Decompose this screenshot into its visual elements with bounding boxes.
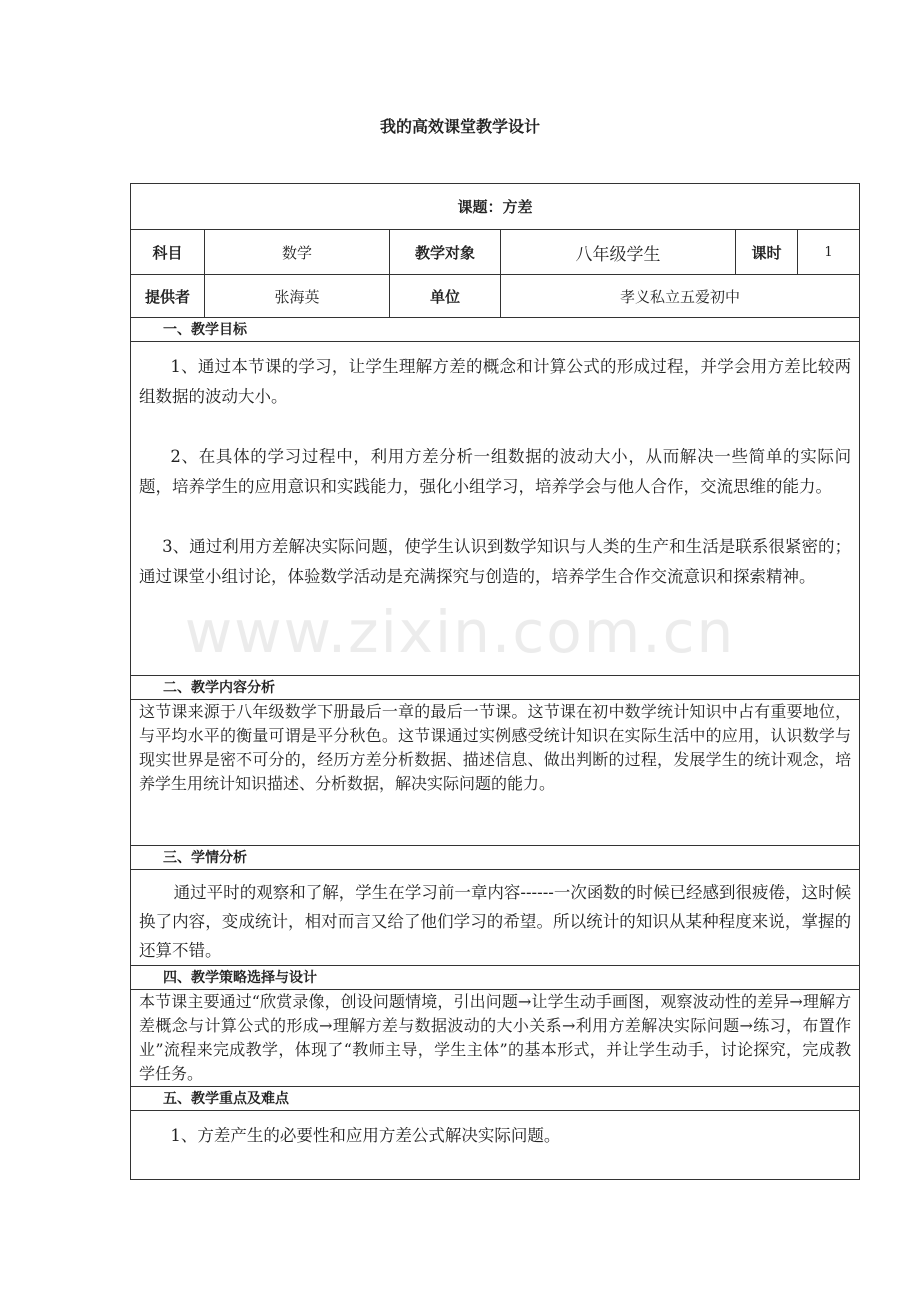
unit-value: 孝义私立五爱初中 xyxy=(501,275,860,318)
hours-value: 1 xyxy=(798,230,860,275)
page-title: 我的高效课堂教学设计 xyxy=(379,117,540,136)
objective-1: 1、通过本节课的学习，让学生理解方差的概念和计算公式的形成过程，并学会用方差比较两组数据的波动大小。 xyxy=(139,357,852,406)
provider-value: 张海英 xyxy=(205,275,390,318)
audience-label: 教学对象 xyxy=(390,230,501,275)
hours-label: 课时 xyxy=(736,230,798,275)
section-heading-learner-analysis: 三、学情分析 xyxy=(131,846,860,870)
subject-label: 科目 xyxy=(131,230,205,275)
section-heading-content-analysis: 二、教学内容分析 xyxy=(131,676,860,700)
audience-value: 八年级学生 xyxy=(501,230,736,275)
section-heading-objectives: 一、教学目标 xyxy=(131,318,860,342)
section-heading-strategy: 四、教学策略选择与设计 xyxy=(131,966,860,990)
subject-value: 数学 xyxy=(205,230,390,275)
section-heading-key-points: 五、教学重点及难点 xyxy=(131,1087,860,1111)
topic-cell: 课题：方差 xyxy=(131,184,860,230)
objective-2: 2、在具体的学习过程中，利用方差分析一组数据的波动大小，从而解决一些简单的实际问题，培养学生的应用意识和实践能力，强化小组学习，培养学会与他人合作，交流思维的能力。 xyxy=(139,447,852,496)
content-analysis-text: 这节课来源于八年级数学下册最后一章的最后一节课。这节课在初中数学统计知识中占有重要地位，与平均水平的衡量可谓是平分秋色。这节课通过实例感受统计知识在实际生活中的应用，认识数学与现实世界是密不可分的，经历方差分析数据、描述信息、做出判断的过程，发展学生的统计观念，培养学生用统计知识描述、分析数据，解决实际问题的能力。 xyxy=(139,702,852,793)
section-body-learner-analysis xyxy=(131,870,860,966)
section-body-content-analysis xyxy=(131,700,860,846)
key-point-1: 1、方差产生的必要性和应用方差公式解决实际问题。 xyxy=(170,1126,561,1145)
objective-3: 3、通过利用方差解决实际问题，使学生认识到数学知识与人类的生产和生活是联系很紧密的；通过课堂小组讨论，体验数学活动是充满探究与创造的，培养学生合作交流意识和探索精神。 xyxy=(139,537,852,586)
provider-label: 提供者 xyxy=(131,275,205,318)
learner-analysis-text: 通过平时的观察和了解，学生在学习前一章内容------一次函数的时候已经感到很疲倦，这时候换了内容，变成统计，相对而言又给了他们学习的希望。所以统计的知识从某种程度来说，掌握的还算不错。 xyxy=(139,883,852,960)
section-body-key-points xyxy=(131,1111,860,1180)
unit-label: 单位 xyxy=(390,275,501,318)
strategy-text: 本节课主要通过“欣赏录像，创设问题情境，引出问题→让学生动手画图，观察波动性的差异→理解方差概念与计算公式的形成→理解方差与数据波动的大小关系→利用方差解决实际问题→练习，布置作业”流程来完成教学，体现了“教师主导，学生主体”的基本形式，并让学生动手，讨论探究，完成教学任务。 xyxy=(139,992,852,1083)
watermark: www.zixin.com.cn xyxy=(184,598,736,666)
lesson-plan-table xyxy=(130,183,860,1180)
section-body-objectives xyxy=(131,342,860,676)
section-body-strategy xyxy=(131,990,860,1087)
